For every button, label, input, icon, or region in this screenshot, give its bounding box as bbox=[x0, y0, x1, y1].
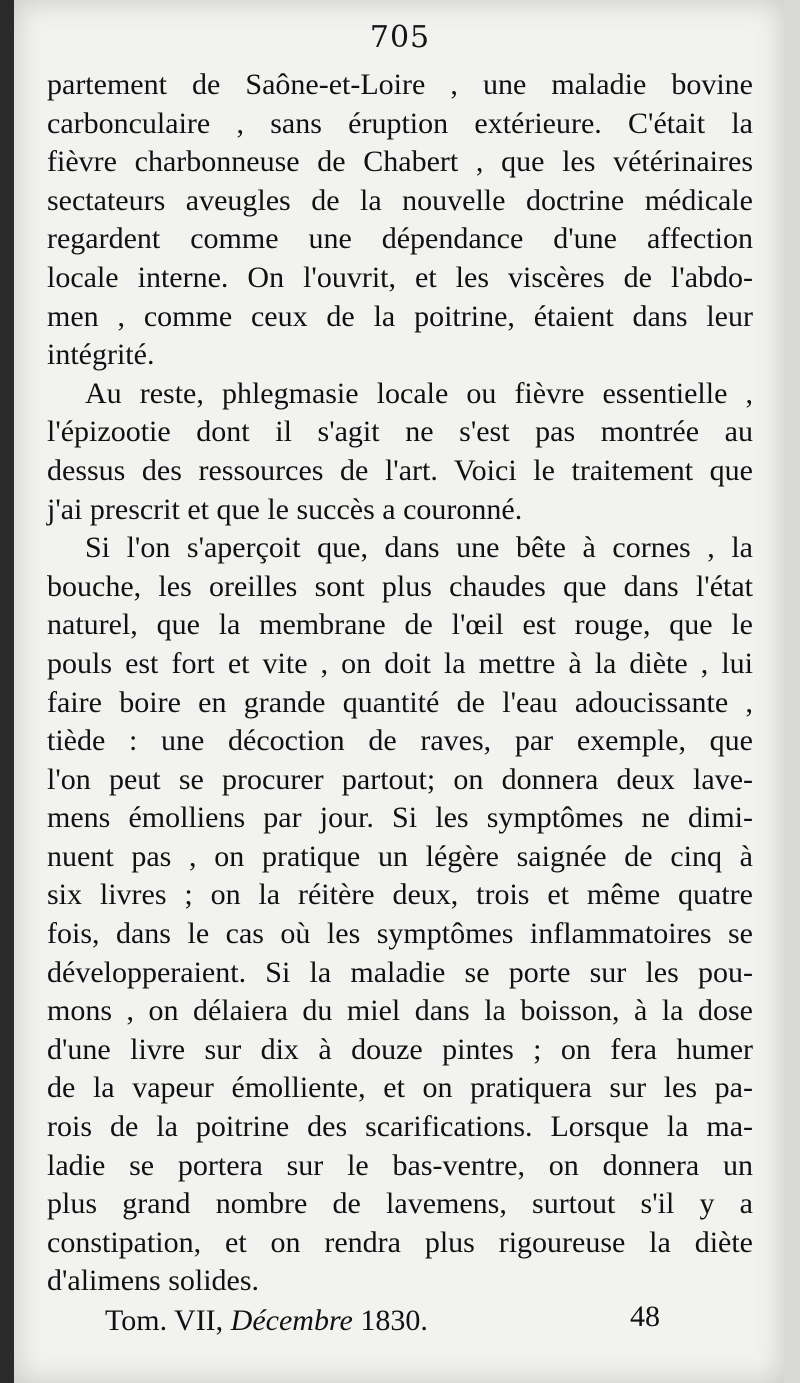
text-line: locale interne. On l'ouvrit, et les viscères de l'abdo- bbox=[47, 260, 753, 294]
paragraph bbox=[47, 529, 753, 1301]
paragraph bbox=[47, 66, 753, 375]
footer-month: Décembre bbox=[230, 1304, 353, 1337]
text-line: bouche, les oreilles sont plus chaudes que dans l'état bbox=[47, 569, 753, 603]
text-line: d'alimens solides. bbox=[47, 1264, 260, 1298]
text-line: men , comme ceux de la poitrine, étaient dans leur bbox=[47, 299, 753, 333]
text-line: intégrité. bbox=[47, 338, 155, 372]
text-line: faire boire en grande quantité de l'eau adoucissante , bbox=[47, 685, 753, 719]
footer bbox=[105, 1300, 665, 1338]
text-line: mons , on délaiera du miel dans la boisson, à la dose bbox=[47, 994, 753, 1028]
text-line: constipation, et on rendra plus rigoureuse la diète bbox=[47, 1225, 753, 1259]
text-line: partement de Saône-et-Loire , une maladie bovine bbox=[47, 68, 753, 101]
page-edge bbox=[784, 0, 800, 1383]
text-line: tiède : une décoction de raves, par exemple, que bbox=[47, 724, 753, 758]
footer-year: 1830. bbox=[360, 1304, 428, 1337]
text-line: fois, dans le cas où les symptômes inflammatoires se bbox=[47, 917, 753, 951]
text-line: sectateurs aveugles de la nouvelle doctrine médicale bbox=[47, 183, 753, 217]
text-line: regardent comme une dépendance d'une affection bbox=[47, 222, 753, 256]
paragraph bbox=[47, 375, 753, 529]
text-line: de la vapeur émolliente, et on pratiquera sur les pa- bbox=[47, 1071, 753, 1105]
text-line: développeraient. Si la maladie se porte sur les pou- bbox=[47, 955, 753, 989]
text-line: Au reste, phlegmasie locale ou fièvre essentielle , bbox=[85, 376, 753, 410]
footer-sheet-number: 48 bbox=[630, 1300, 660, 1333]
text-line: dessus des ressources de l'art. Voici le traitement que bbox=[47, 453, 753, 487]
text-line: six livres ; on la réitère deux, trois et même quatre bbox=[47, 878, 753, 912]
text-line: fièvre charbonneuse de Chabert , que les vétérinaires bbox=[47, 145, 753, 179]
text-line: mens émolliens par jour. Si les symptômes ne dimi- bbox=[47, 801, 753, 835]
text-line: j'ai prescrit et que le succès a couronné. bbox=[47, 492, 523, 526]
text-line: nuent pas , on pratique un légère saignée de cinq à bbox=[47, 839, 753, 873]
body-text bbox=[47, 66, 753, 1301]
text-line: Si l'on s'aperçoit que, dans une bête à cornes , la bbox=[85, 531, 753, 565]
text-line: carbonculaire , sans éruption extérieure. C'était la bbox=[47, 106, 753, 140]
text-line: pouls est fort et vite , on doit la mettre à la diète , lui bbox=[47, 646, 753, 680]
text-line: ladie se portera sur le bas-ventre, on donnera un bbox=[47, 1148, 753, 1182]
text-line: d'une livre sur dix à douze pintes ; on fera humer bbox=[47, 1032, 753, 1066]
text-line: l'on peut se procurer partout; on donnera deux lave- bbox=[47, 762, 753, 796]
page-number: 705 bbox=[369, 20, 431, 55]
text-line: naturel, que la membrane de l'œil est rouge, que le bbox=[47, 608, 753, 642]
text-line: l'épizootie dont il s'agit ne s'est pas montrée au bbox=[47, 415, 753, 449]
text-line: plus grand nombre de lavemens, surtout s'il y a bbox=[47, 1187, 753, 1221]
footer-journal: Tom. VII, bbox=[105, 1304, 224, 1337]
text-line: rois de la poitrine des scarifications. Lorsque la ma- bbox=[47, 1110, 753, 1144]
